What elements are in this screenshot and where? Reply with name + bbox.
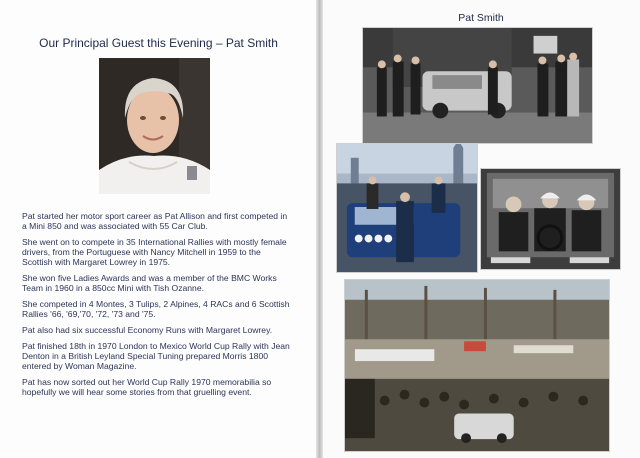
rally-start-crowd-photo [344, 279, 610, 452]
bio-paragraph: She went on to compete in 35 International Rallies with mostly female drivers, from the Portuguese with Nancy Mitchell in 1959 to the Scottish with Margaret Lowrey in 1975. [22, 236, 287, 268]
rally-car-london-photo [336, 143, 478, 273]
portrait-photo [99, 58, 210, 194]
bio-paragraph: She competed in 4 Montes, 3 Tulips, 2 Alpines, 4 RACs and 6 Scottish Rallies '66, '69,'70, '72, '73 and '75. [22, 298, 290, 320]
page-gutter [316, 0, 323, 458]
team-photo-mini [362, 27, 593, 144]
bio-paragraph: She won five Ladies Awards and was a member of the BMC Works Team in 1960 in a 850cc Mini with Tish Ozanne. [22, 273, 277, 294]
crew-in-car-photo [480, 168, 621, 270]
biography-text [22, 211, 292, 403]
bio-paragraph: Pat started her motor sport career as Pat Allison and first competed in a Mini 850 and was associated with 55 Car Club. [22, 211, 288, 232]
bio-paragraph: Pat also had six successful Economy Runs with Margaret Lowrey. [22, 324, 273, 335]
right-page-title: Pat Smith [458, 12, 504, 24]
left-page-title: Our Principal Guest this Evening – Pat Smith [39, 36, 278, 50]
bio-paragraph: Pat finished 18th in 1970 London to Mexico World Cup Rally with Jean Denton in a British Leyland Special Tuning prepared Morris 1800 entered by Woman Magazine. [22, 340, 290, 371]
bio-paragraph: Pat has now sorted out her World Cup Rally 1970 memorabilia so hopefully we will hear some stories from that gruelling event. [22, 376, 272, 397]
